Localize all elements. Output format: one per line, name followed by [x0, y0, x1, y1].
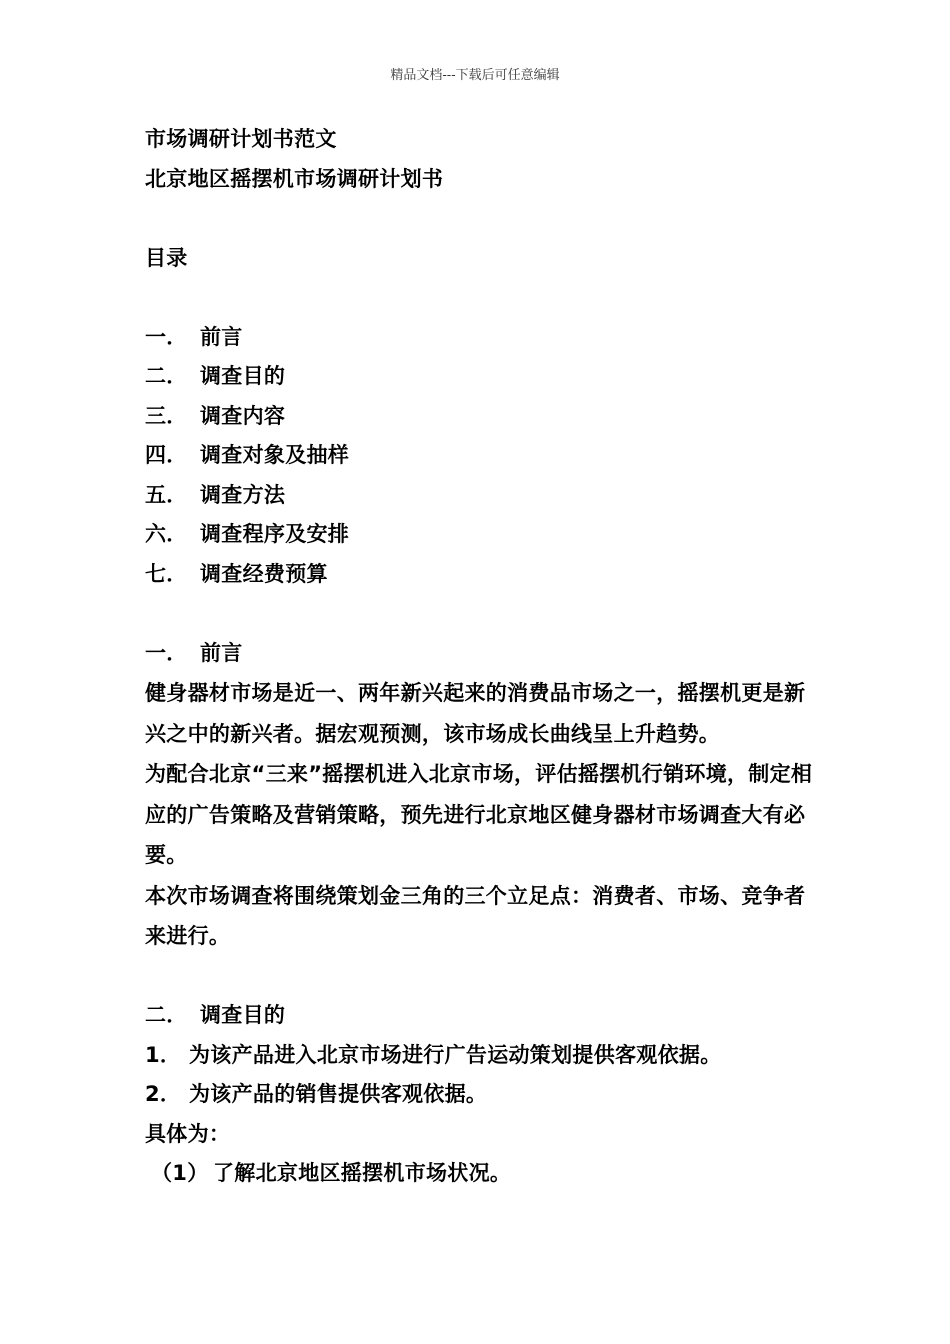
- spacer: [145, 278, 815, 318]
- toc-item-label: 前言: [200, 324, 243, 349]
- document-body: [145, 120, 815, 1194]
- spacer: [145, 957, 815, 997]
- toc-item-label: 调查程序及安排: [200, 522, 350, 546]
- header-note: 精品文档---下载后可任意编辑: [390, 68, 560, 83]
- toc-item-label: 调查经费预算: [200, 561, 328, 586]
- paragraph: 为配合北京“三来”摇摆机进入北京市场，评估摇摆机行销环境，制定相应的广告策略及营销策略，预先进行北京地区健身器材市场调查大有必要。: [145, 762, 813, 867]
- list-item-number: 2．: [145, 1082, 182, 1106]
- toc-item-number: 四．: [145, 443, 188, 467]
- list-item: [145, 1036, 815, 1076]
- toc-item: [145, 318, 815, 358]
- toc-item: [145, 476, 815, 516]
- toc-list: [145, 318, 815, 595]
- section-purpose: [145, 996, 815, 1194]
- sub-list-item: [145, 1154, 815, 1194]
- spacer: [145, 199, 815, 239]
- toc-item: [145, 357, 815, 397]
- section-preface: [145, 634, 815, 957]
- toc-item-label: 调查目的: [200, 364, 286, 388]
- section-title: 调查目的: [200, 1003, 286, 1027]
- section-number: 二．: [145, 1003, 188, 1027]
- toc-item-number: 一．: [145, 324, 188, 349]
- sub-list-item-number: （1）: [151, 1161, 209, 1185]
- doc-subtitle: 北京地区摇摆机市场调研计划书: [145, 166, 444, 191]
- sub-list-item-text: 了解北京地区摇摆机市场状况。: [213, 1161, 512, 1185]
- toc-item-number: 五．: [145, 482, 188, 507]
- toc-item-number: 三．: [145, 403, 188, 428]
- toc-item-label: 调查方法: [200, 482, 286, 507]
- list-item: [145, 1075, 815, 1115]
- doc-title: 市场调研计划书范文: [145, 127, 337, 151]
- toc-item-label: 调查对象及抽样: [200, 443, 350, 467]
- toc-heading: 目录: [145, 245, 188, 270]
- list-item-text: 为该产品进入北京市场进行广告运动策划提供客观依据。: [189, 1042, 722, 1067]
- list-item-number: 1．: [145, 1042, 182, 1067]
- paragraph: 本次市场调查将围绕策划金三角的三个立足点：消费者、市场、竞争者来进行。: [145, 883, 806, 948]
- spacer: [145, 594, 815, 634]
- toc-item: [145, 397, 815, 437]
- paragraph: 健身器材市场是近一、两年新兴起来的消费品市场之一，摇摆机更是新兴之中的新兴者。据宏观预测，该市场成长曲线呈上升趋势。: [145, 681, 806, 746]
- section-number: 一．: [145, 640, 188, 665]
- section-title: 前言: [200, 640, 243, 665]
- toc-item-number: 六．: [145, 522, 188, 546]
- toc-item: [145, 515, 815, 555]
- toc-item: [145, 555, 815, 595]
- specific-label: 具体为：: [145, 1121, 231, 1146]
- toc-item-label: 调查内容: [200, 403, 286, 428]
- toc-item: [145, 436, 815, 476]
- list-item-text: 为该产品的销售提供客观依据。: [189, 1082, 488, 1106]
- toc-item-number: 七．: [145, 561, 188, 586]
- section-heading: [145, 634, 815, 674]
- section-heading: [145, 996, 815, 1036]
- toc-item-number: 二．: [145, 364, 188, 388]
